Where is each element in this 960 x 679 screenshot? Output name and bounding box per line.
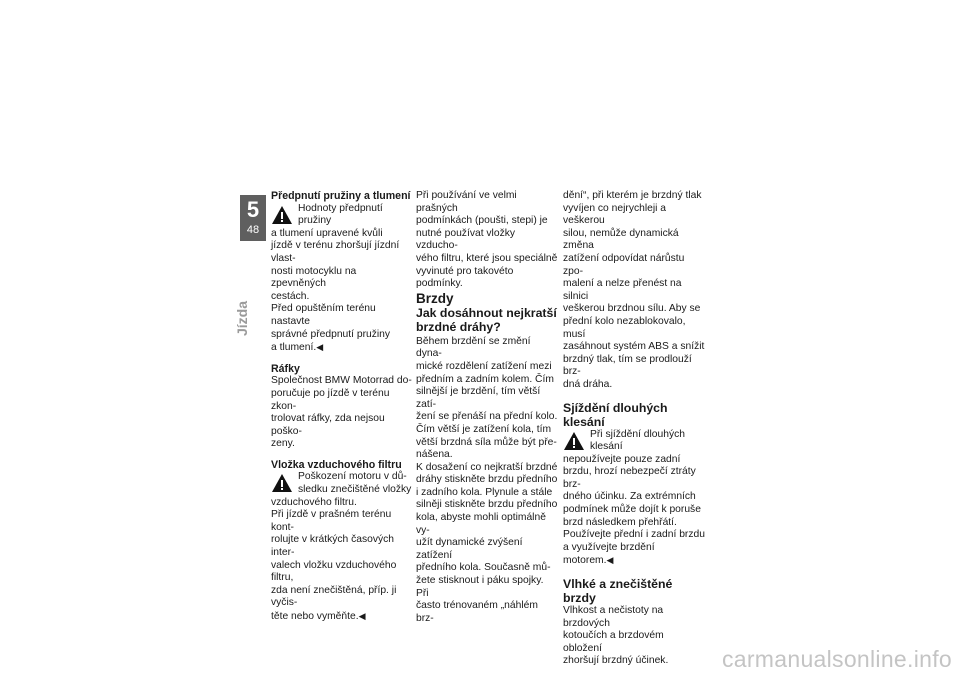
text-line: Čím větší je zatížení kola, tím bbox=[416, 423, 552, 435]
warning-line: a tlumení upravené kvůli bbox=[271, 227, 383, 239]
text-line: Vlhkost a nečistoty na brzdových bbox=[563, 605, 664, 629]
warning-line: brzd následkem přehřátí. bbox=[563, 516, 677, 528]
text-line: veškerou brzdnou sílu. Aby se bbox=[563, 303, 701, 315]
text-line: často trénovaném „náhlém brz- bbox=[416, 600, 538, 624]
text-line: předním a zadním kolem. Čím bbox=[416, 373, 554, 385]
column-2 bbox=[416, 190, 558, 625]
heading-line: Jak dosáhnout nejkratší bbox=[416, 305, 557, 320]
text-line: Při jízdě v prašném terénu kont- bbox=[271, 509, 392, 533]
text-line: žete stisknout i páku spojky. Při bbox=[416, 575, 544, 599]
text-line: dná dráha. bbox=[563, 378, 613, 390]
text-line: brzdný tlak, tím se prodlouží brz- bbox=[563, 353, 692, 378]
heading-wet-brakes: Vlhké a znečištěné brzdy bbox=[563, 577, 673, 606]
warning-line: nosti motocyklu na zpevněných bbox=[271, 265, 357, 290]
warning-line: sledku znečištěné vložky bbox=[298, 484, 412, 496]
text-line: zhoršují brzdný účinek. bbox=[563, 655, 669, 667]
text-line: zasáhnout systém ABS a snížit bbox=[563, 341, 705, 353]
text-line: K dosažení co nejkratší brzdné bbox=[416, 461, 558, 473]
text-line: Používejte přední i zadní brzdu bbox=[563, 529, 705, 541]
warning-line: Hodnoty předpnutí pružiny bbox=[298, 202, 383, 227]
text-line: kotoučích a brzdovém obložení bbox=[563, 630, 664, 654]
text-line: vého filtru, které jsou speciálně bbox=[416, 252, 558, 264]
text-line: valech vložku vzduchového filtru, bbox=[271, 559, 397, 584]
text-line: Společnost BMW Motorrad do- bbox=[271, 375, 412, 387]
heading-long-descents: Sjíždění dlouhých klesání bbox=[563, 400, 668, 429]
text-line: silnější je brzdění, tím větší zatí- bbox=[416, 386, 541, 410]
chapter-tab bbox=[240, 195, 266, 241]
text-line: užít dynamické zvýšení zatížení bbox=[416, 537, 523, 561]
watermark: carmanualsonline.info bbox=[721, 646, 952, 672]
text-line: Během brzdění se změní dyna- bbox=[416, 335, 531, 360]
text-line: malení a nelze přenést na silnici bbox=[563, 278, 682, 302]
text-span: a tlumení. bbox=[271, 342, 317, 354]
warning-line: podmínek může dojít k poruše bbox=[563, 504, 701, 516]
end-mark-icon: ◀ bbox=[316, 342, 324, 353]
text-line: zatížení odpovídat nárůstu zpo- bbox=[563, 252, 685, 277]
text-line: mické rozdělení zatížení mezi bbox=[416, 360, 552, 372]
text-line: žení se přenáší na přední kolo. bbox=[416, 411, 558, 423]
column-3 bbox=[563, 190, 705, 668]
chapter-number: 5 bbox=[246, 197, 260, 222]
text-line: rolujte v krátkých časových inter- bbox=[271, 534, 395, 559]
column-1 bbox=[271, 190, 413, 624]
heading-spring-preload: Předpnutí pružiny a tlumení bbox=[271, 190, 411, 202]
text-line: nutné používat vložky vzducho- bbox=[416, 227, 516, 252]
text-line: zda není znečištěná, příp. ji vyčis- bbox=[271, 584, 397, 609]
heading-rims: Ráfky bbox=[271, 362, 300, 375]
warning-triangle-icon bbox=[563, 431, 585, 453]
text-line: větší brzdná síla může být pře- bbox=[416, 436, 557, 448]
warning-line: brzdu, hrozí nebezpečí ztráty brz- bbox=[563, 466, 696, 490]
text-line bbox=[271, 610, 413, 624]
text-line: silou, nemůže dynamická změna bbox=[563, 227, 679, 252]
warning-spring bbox=[271, 203, 413, 304]
warning-line: jízdě v terénu zhoršují jízdní vlast- bbox=[271, 240, 400, 264]
warning-line: Poškození motoru v dů- bbox=[298, 471, 407, 483]
text-line: kola, abyste mohli optimálně vy- bbox=[416, 512, 546, 536]
text-line: vyvinuté pro takovéto podmínky. bbox=[416, 265, 514, 290]
text-line: přední kolo nezablokovalo, musí bbox=[563, 315, 686, 340]
text-line: podmínkách (poušti, stepi) je bbox=[416, 215, 548, 227]
warning-line: dného účinku. Za extrémních bbox=[563, 491, 696, 503]
text-line: předního kola. Současně mů- bbox=[416, 562, 551, 574]
text-line: Při používání ve velmi prašných bbox=[416, 190, 517, 214]
warning-triangle-icon bbox=[271, 473, 293, 495]
text-span: a využívejte brzdění motorem. bbox=[563, 541, 655, 567]
heading-shortest-stop bbox=[416, 306, 558, 334]
end-mark-icon: ◀ bbox=[606, 555, 614, 566]
text-line: zeny. bbox=[271, 438, 295, 450]
text-line: nášena. bbox=[416, 449, 453, 461]
text-line: trolovat ráfky, zda nejsou poško- bbox=[271, 413, 385, 437]
warning-descents bbox=[563, 429, 705, 530]
warning-line: vzduchového filtru. bbox=[271, 496, 357, 508]
heading-brakes: Brzdy bbox=[416, 290, 454, 306]
text-line bbox=[563, 542, 705, 568]
heading-air-filter: Vložka vzduchového filtru bbox=[271, 458, 402, 471]
warning-triangle-icon bbox=[271, 205, 293, 227]
text-line: vyvíjen co nejrychleji a veškerou bbox=[563, 202, 667, 227]
warning-filter bbox=[271, 471, 413, 509]
text-line: silněji stiskněte brzdu předního bbox=[416, 499, 558, 511]
text-line: dění“, při kterém je brzdný tlak bbox=[563, 190, 702, 201]
warning-line: cestách. bbox=[271, 290, 310, 302]
text-line: dráhy stiskněte brzdu předního bbox=[416, 474, 558, 486]
section-label: Jízda bbox=[234, 300, 250, 336]
warning-line: nepoužívejte pouze zadní bbox=[563, 453, 681, 465]
page-number: 48 bbox=[246, 224, 260, 236]
text-line bbox=[271, 341, 413, 355]
text-line: poručuje po jízdě v terénu zkon- bbox=[271, 387, 390, 412]
heading-line: brzdné dráhy? bbox=[416, 319, 501, 334]
warning-line: Při sjíždění dlouhých klesání bbox=[590, 428, 686, 453]
text-span: těte nebo vyměňte. bbox=[271, 611, 359, 622]
text-line: Před opuštěním terénu nastavte bbox=[271, 303, 376, 327]
end-mark-icon: ◀ bbox=[358, 611, 366, 621]
text-line: správné předpnutí pružiny bbox=[271, 328, 391, 340]
text-line: i zadního kola. Plynule a stále bbox=[416, 486, 553, 498]
